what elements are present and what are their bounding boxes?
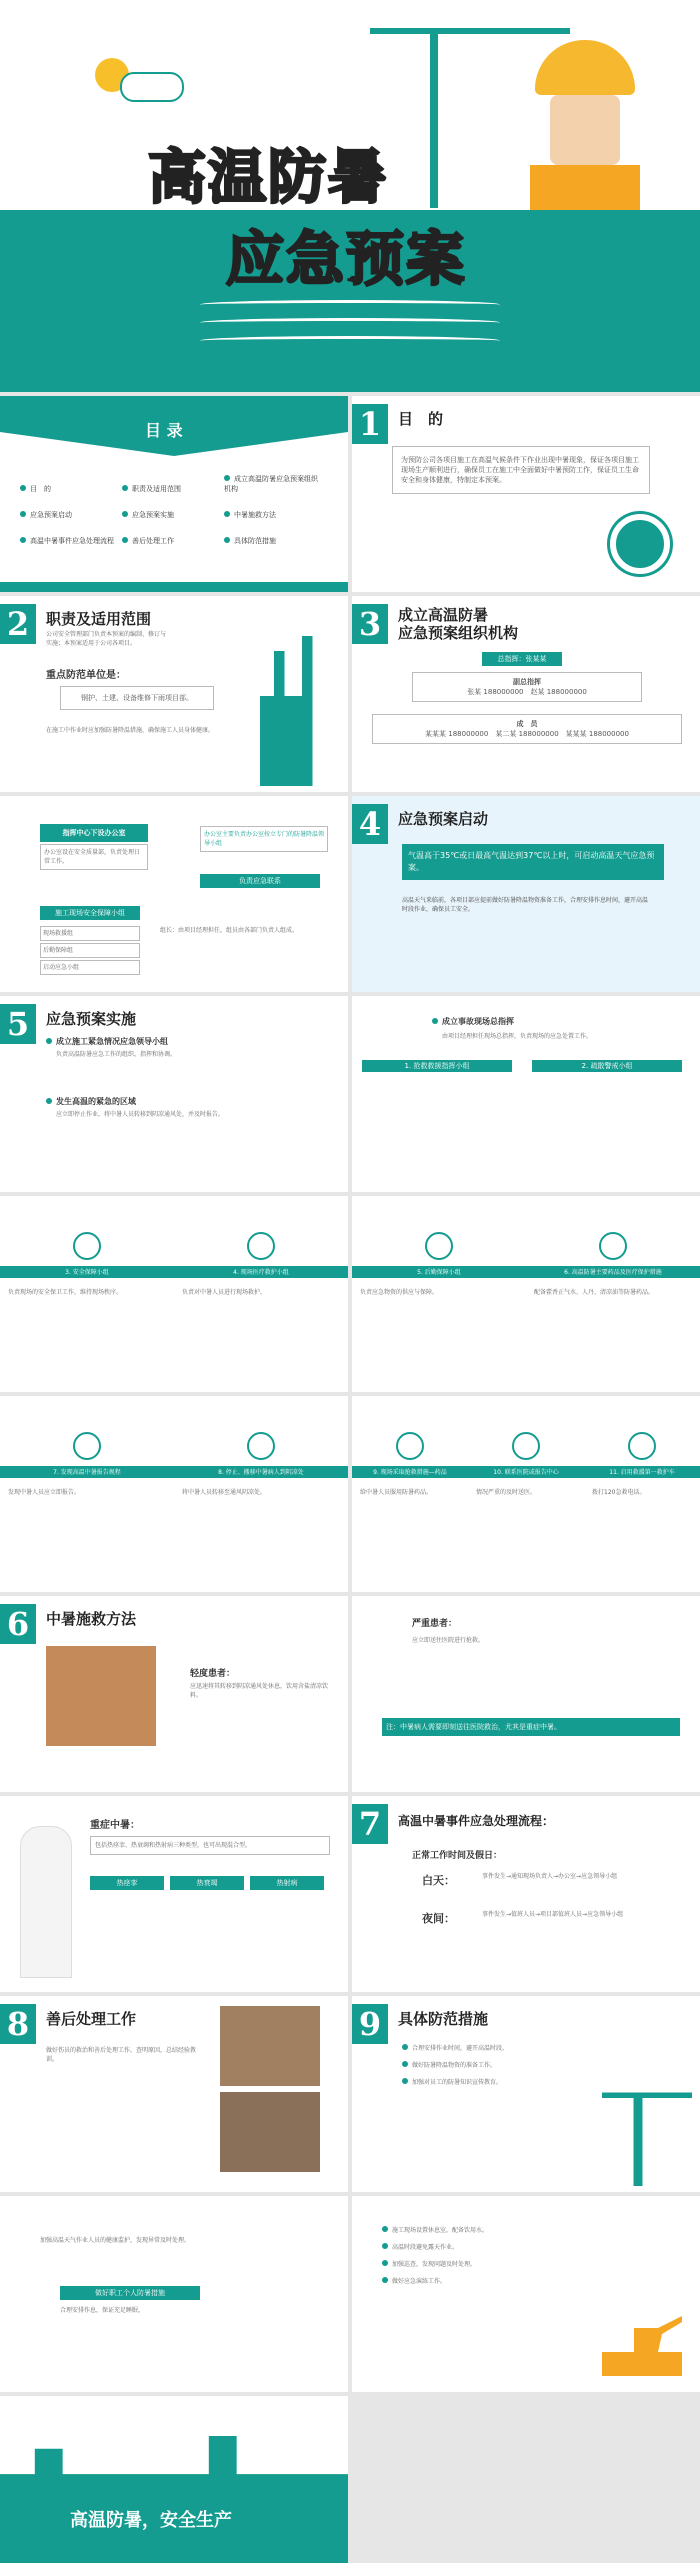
- bullet-icon: [382, 2226, 388, 2232]
- day-label: 白天：: [422, 1874, 455, 1887]
- deputy-title: 副总指挥: [513, 678, 541, 686]
- toc-item[interactable]: [122, 510, 218, 520]
- org-slide: [352, 596, 700, 792]
- heat-summary: 包括热痉挛、热衰竭和热射病三种类型，也可出现混合型。: [90, 1836, 330, 1855]
- vest: [530, 165, 640, 210]
- end-text: 高温防暑，安全生产: [70, 2510, 232, 2531]
- bullet-icon: [402, 2061, 408, 2067]
- section-title: 善后处理工作: [46, 2010, 137, 2028]
- toc-item-label: 具体防范措施: [234, 537, 276, 545]
- list-item-text: 合理安排作业时间，避开高温时段。: [412, 2045, 509, 2052]
- site-slide: [352, 2196, 700, 2392]
- list-item-text: 施工现场设置休息室，配备饮用水。: [392, 2227, 489, 2234]
- scope-body: 在施工中作业时应加强防暑降温措施，确保施工人员身体健康。: [46, 727, 215, 734]
- process-slide: [352, 1796, 700, 1992]
- crowd-photo: [220, 2092, 320, 2172]
- section-title: 职责及适用范围: [46, 610, 152, 628]
- crane-tower: [430, 28, 438, 208]
- scope-slide: [0, 596, 348, 792]
- card-icon: [73, 1232, 101, 1260]
- mild-title: 轻度患者：: [190, 1669, 236, 1679]
- toc-item-label: 应急预案实施: [132, 511, 174, 519]
- severe-title: 严重患者：: [412, 1619, 458, 1629]
- item1-title: [46, 1036, 168, 1047]
- heat-types: [90, 1870, 330, 1890]
- wave-line: [200, 318, 500, 327]
- section-number: 2: [0, 604, 36, 644]
- cmd-text: 由项目经理担任现场总指挥，负责现场的应急处置工作。: [442, 1033, 593, 1040]
- cover-slide: [0, 0, 700, 392]
- bullet-icon: [20, 537, 26, 543]
- section-number: 5: [0, 1004, 36, 1044]
- bullet-icon: [122, 511, 128, 517]
- doctor-figure: [20, 1826, 72, 1978]
- implement-slide: [0, 996, 348, 1192]
- bullet-icon: [20, 511, 26, 517]
- card-icon: [599, 1232, 627, 1260]
- section-title-line1: 成立高温防暑: [398, 606, 489, 624]
- toc-item[interactable]: [122, 536, 218, 546]
- section-number: 8: [0, 2004, 36, 2044]
- right-box: 负责应急联系: [200, 874, 320, 888]
- excavator-icon: [602, 2316, 682, 2376]
- team-item: 后勤保障组: [40, 943, 140, 958]
- bullet-icon: [46, 1038, 52, 1044]
- heat-type: 热衰竭: [170, 1876, 244, 1890]
- list-item: [382, 2260, 602, 2269]
- measures-slide: [352, 1996, 700, 2192]
- cards-slide: [352, 1396, 700, 1592]
- card-label: 7. 发现高温中暑报告规程: [53, 1469, 121, 1476]
- heat-type: 热射病: [250, 1876, 324, 1890]
- card-icon: [628, 1432, 656, 1460]
- list-item: [402, 2044, 602, 2053]
- card-text: 发现中暑人员应立即报告。: [8, 1489, 81, 1496]
- aftermath-slide: [0, 1996, 348, 2192]
- list-item: [382, 2226, 602, 2235]
- heat-type: 热痉挛: [90, 1876, 164, 1890]
- bullet-icon: [432, 1018, 438, 1024]
- day-text: 事件发生→通知现场负责人→办公室→应急领导小组: [482, 1873, 618, 1880]
- start-slide: [352, 796, 700, 992]
- members-box: [372, 714, 682, 744]
- members-text: 某某某 188000000 某二某 188000000 某某某 188000000: [425, 730, 629, 738]
- card-label: 8. 停止、搬移中暑病人到阴凉处: [218, 1469, 304, 1476]
- cards-slide: [0, 1196, 348, 1392]
- section-title-line2: 应急预案组织机构: [398, 624, 519, 642]
- card-label: 5. 后勤保障小组: [417, 1269, 461, 1276]
- item2-title: [46, 1096, 136, 1107]
- end-skyline: [0, 2436, 348, 2563]
- highlight-box: 气温高于35℃或日最高气温达到37℃以上时，可启动高温天气应急预案。: [402, 844, 664, 880]
- toc-footer: [0, 582, 348, 592]
- card-label: 11. 启用救援第一救护车: [609, 1469, 675, 1476]
- deputy-phone: 张某 188000000 赵某 188000000: [467, 688, 587, 696]
- night-text: 事件发生→值班人员→项目部值班人员→应急领导小组: [482, 1911, 624, 1918]
- team-item: 启动应急小组: [40, 960, 140, 975]
- team-text: 组长：由项目经理担任，组员由各部门负责人组成。: [160, 927, 299, 934]
- worker-figure: [520, 40, 650, 210]
- card-label: 6. 高温防暑主要药品及医疗保护措施: [564, 1269, 662, 1276]
- bullet-icon: [46, 1098, 52, 1104]
- toc-list: [20, 474, 340, 554]
- deputy-box: [412, 672, 642, 702]
- team-items: [40, 924, 140, 975]
- command-slide: [352, 996, 700, 1192]
- list-item: [402, 2061, 602, 2070]
- card-text: 给中暑人员服用防暑药品。: [360, 1489, 433, 1496]
- toc-title: 目 录: [145, 421, 183, 440]
- card-text: 负责现场的安全保卫工作，维持现场秩序。: [8, 1289, 123, 1296]
- list-item: [402, 2078, 602, 2087]
- list-item-text: 高温时段避免露天作业。: [392, 2244, 459, 2251]
- card-icon: [247, 1232, 275, 1260]
- card-label: 4. 现场医疗救护小组: [233, 1269, 289, 1276]
- bullet-icon: [224, 475, 230, 481]
- scope-text: 公司安全管理部门负责本预案的编制、修订与实施；本预案适用于公司各项目。: [46, 631, 167, 647]
- card-text: 拨打120急救电话。: [592, 1489, 646, 1496]
- personal-box-title: 做好职工个人防暑措施: [60, 2286, 200, 2300]
- personal-slide: [0, 2196, 348, 2392]
- members-title: 成 员: [516, 720, 538, 728]
- card-text: 负责应急物资的供应与保障。: [360, 1289, 439, 1296]
- team-title: 施工现场安全保障小组: [40, 906, 140, 920]
- toc-item[interactable]: [224, 510, 320, 520]
- toc-item[interactable]: [20, 510, 116, 520]
- bullet-icon: [382, 2260, 388, 2266]
- card-text: 情况严重的及时送医。: [476, 1489, 537, 1496]
- crane-icon: [602, 2076, 692, 2186]
- factory-icon: [260, 636, 330, 786]
- target-icon: [610, 514, 670, 574]
- card-icon: [396, 1432, 424, 1460]
- focus-title: 重点防范单位是：: [46, 670, 126, 681]
- section-title: 应急预案实施: [46, 1010, 137, 1028]
- toc-item[interactable]: [224, 536, 320, 546]
- bullet-icon: [122, 537, 128, 543]
- section-number: 4: [352, 804, 388, 844]
- toc-item-label: 应急预案启动: [30, 511, 72, 519]
- toc-item-label: 高温中暑事件应急处理流程: [30, 537, 114, 545]
- team-item: 现场救援组: [40, 926, 140, 941]
- office-title: 指挥中心下设办公室: [62, 829, 126, 837]
- card-label: 10. 联系医院或报告中心: [493, 1469, 559, 1476]
- end-slide: [0, 2396, 348, 2563]
- list-item: [382, 2243, 602, 2252]
- start-text: 高温天气来临前，各项目部应提前做好防暑降温物资准备工作，合理安排作息时间，避开高温时段作业，确保员工安全。: [402, 897, 649, 913]
- bullet-icon: [224, 511, 230, 517]
- cover-title-line2: 应急预案: [226, 225, 467, 293]
- bullet-icon: [402, 2044, 408, 2050]
- severe-slide: [352, 1596, 700, 1792]
- mild-text: 应迅速将其转移到阴凉通风处休息，饮用含盐清凉饮料。: [190, 1683, 329, 1699]
- cmd-title: [432, 1016, 514, 1027]
- item1-title-text: 成立施工紧急情况应急领导小组: [56, 1037, 168, 1046]
- list-item-text: 做好防暑降温物资的准备工作。: [412, 2062, 497, 2069]
- wave-line: [200, 300, 500, 309]
- list-item-text: 做好应急演练工作。: [392, 2278, 447, 2285]
- card-icon: [512, 1432, 540, 1460]
- bullet-icon: [382, 2277, 388, 2283]
- section-title: 中暑施救方法: [46, 1610, 137, 1628]
- toc-item[interactable]: [20, 536, 116, 546]
- cards-slide: [352, 1196, 700, 1392]
- aftermath-text: 做好伤员的救治和善后处理工作，查明原因，总结经验教训。: [46, 2047, 197, 2063]
- bullet-icon: [402, 2078, 408, 2084]
- card-label: 3. 安全保障小组: [65, 1269, 109, 1276]
- bullet-icon: [20, 485, 26, 491]
- card-text: 负责对中暑人员进行现场救护。: [182, 1289, 267, 1296]
- list-item-text: 加强对员工的防暑知识宣传教育。: [412, 2079, 503, 2086]
- section-title: 目 的: [398, 410, 444, 428]
- card-icon: [425, 1232, 453, 1260]
- office-text: 办公室设在安全质量部，负责处理日常工作。: [40, 844, 148, 870]
- bullet-icon: [224, 537, 230, 543]
- hardhat-icon: [535, 40, 635, 95]
- office-box: [40, 824, 148, 842]
- face: [550, 95, 620, 165]
- meeting-photo: [220, 2006, 320, 2086]
- rescue-slide: [0, 1596, 348, 1792]
- section-number: 6: [0, 1604, 36, 1644]
- card-icon: [73, 1432, 101, 1460]
- toc-item-label: 中暑施救方法: [234, 511, 276, 519]
- note-box: 注：中暑病人需要即刻送往医院救治，尤其是重症中暑。: [382, 1718, 680, 1736]
- personal-text: 加强高温天气作业人员的健康监护，发现异常及时处理。: [40, 2237, 191, 2244]
- bullet-icon: [122, 485, 128, 491]
- cards-slide: [0, 1396, 348, 1592]
- card-icon: [247, 1432, 275, 1460]
- toc-slide: [0, 396, 348, 592]
- bullet-icon: [382, 2243, 388, 2249]
- personal-box-text: 合理安排作息，保证充足睡眠。: [60, 2307, 145, 2314]
- rescue-photo: [46, 1646, 156, 1746]
- cmd-title-text: 成立事故现场总指挥: [442, 1017, 514, 1026]
- list-item: [382, 2277, 602, 2286]
- cover-title-line1: 高温防暑: [148, 143, 389, 211]
- cloud-icon: [120, 72, 184, 102]
- night-label: 夜间：: [422, 1912, 455, 1925]
- toc-item-label: 职责及适用范围: [132, 485, 181, 493]
- item2-title-text: 发生高温的紧急的区域: [56, 1097, 136, 1106]
- section-number: 9: [352, 2004, 388, 2044]
- heat-title: 重症中暑：: [90, 1820, 140, 1831]
- toc-item[interactable]: [122, 484, 218, 494]
- section-title: 高温中暑事件应急处理流程：: [398, 1814, 555, 1828]
- measures-list: [402, 2044, 602, 2095]
- heat-stroke-slide: [0, 1796, 348, 1992]
- toc-item-label: 目 的: [30, 485, 51, 493]
- purpose-slide: [352, 396, 700, 592]
- card-text: 将中暑人员转移至通风阴凉处。: [182, 1489, 267, 1496]
- crane-icon: [370, 28, 570, 34]
- card-text: 配备藿香正气水、人丹、清凉油等防暑药品。: [534, 1289, 655, 1296]
- toc-item[interactable]: [224, 474, 320, 494]
- process-subtitle: 正常工作时间及假日：: [412, 1851, 503, 1861]
- item1-text: 负责高温防暑应急工作的组织、指挥和协调。: [56, 1051, 177, 1058]
- leader-box: 总指挥：张某某: [482, 652, 562, 666]
- tab2: 2. 疏散警戒小组: [532, 1060, 682, 1072]
- toc-item[interactable]: [20, 484, 116, 494]
- toc-item-label: 善后处理工作: [132, 537, 174, 545]
- section-title: 具体防范措施: [398, 2010, 489, 2028]
- card-label: 9. 现场采取抢救措施—药品: [373, 1469, 447, 1476]
- section-title: 应急预案启动: [398, 810, 489, 828]
- severe-text: 应立即送往医院进行抢救。: [412, 1637, 485, 1644]
- section-number: 1: [352, 404, 388, 444]
- tab1: 1. 抢救救援指挥小组: [362, 1060, 512, 1072]
- org-chart-slide: [0, 796, 348, 992]
- wave-line: [200, 336, 500, 345]
- section-number: 3: [352, 604, 388, 644]
- toc-item-label: 成立高温防暑应急预案组织机构: [224, 475, 318, 493]
- purpose-text: 为预防公司各项目施工在高温气候条件下作业出现中暑现象，保证各项目施工现场生产顺利进行，确保员工在施工中全面做好中暑预防工作，保证员工生命安全和身体健康，特制定本预案。: [392, 446, 650, 494]
- site-list: [382, 2226, 602, 2294]
- list-item-text: 加强巡查，发现问题及时处理。: [392, 2261, 477, 2268]
- focus-text: 钢护、土建、设备维修下雨项目部。: [60, 686, 214, 710]
- section-number: 7: [352, 1804, 388, 1844]
- item2-text: 应立即停止作业，将中暑人员转移到阴凉通风处，并及时报告。: [56, 1111, 225, 1118]
- center-text: 办公室主要负责办公室按立专门的防暑降温领导小组: [200, 826, 328, 852]
